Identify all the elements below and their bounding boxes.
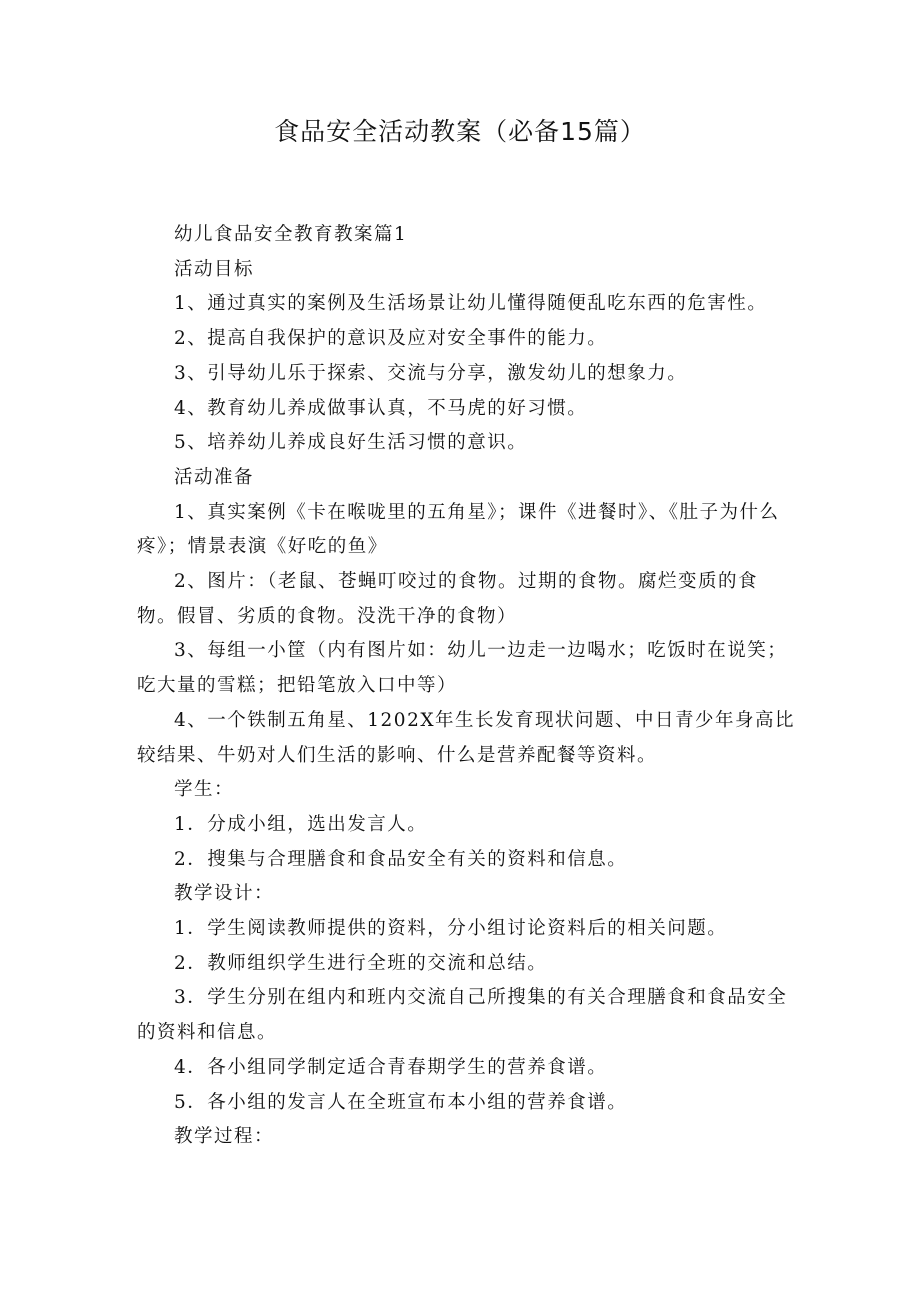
document-title: 食品安全活动教案（必备15篇）	[274, 117, 646, 146]
goal-item-3: 3、引导幼儿乐于探索、交流与分享，激发幼儿的想象力。	[174, 362, 688, 384]
design-item-5: 5．各小组的发言人在全班宣布本小组的营养食谱。	[174, 1091, 628, 1113]
section-heading: 幼儿食品安全教育教案篇1	[174, 224, 408, 245]
preparation-item-3: 3、每组一小筐（内有图片如：幼儿一边走一边喝水；吃饭时在说笑；吃大量的雪糕；把铅笔放入口中等）	[137, 640, 788, 697]
goal-item-2: 2、提高自我保护的意识及应对安全事件的能力。	[174, 328, 608, 350]
goal-item-4: 4、教育幼儿养成做事认真，不马虎的好习惯。	[174, 397, 588, 419]
document-body	[137, 218, 797, 1155]
design-item-4: 4．各小组同学制定适合青春期学生的营养食谱。	[174, 1056, 608, 1078]
goal-item-5: 5、培养幼儿养成良好生活习惯的意识。	[174, 432, 528, 454]
subheading-teaching-design: 教学设计：	[174, 883, 275, 905]
design-item-2: 2．教师组织学生进行全班的交流和总结。	[174, 952, 548, 974]
student-item-2: 2．搜集与合理膳食和食品安全有关的资料和信息。	[174, 848, 628, 870]
subheading-students: 学生：	[174, 779, 235, 801]
design-item-1: 1．学生阅读教师提供的资料，分小组讨论资料后的相关问题。	[174, 918, 728, 940]
goal-item-1: 1、通过真实的案例及生活场景让幼儿懂得随便乱吃东西的危害性。	[174, 293, 768, 315]
design-item-3: 3．学生分别在组内和班内交流自己所搜集的有关合理膳食和食品安全的资料和信息。	[137, 987, 788, 1044]
subheading-activity-preparation: 活动准备	[174, 466, 255, 488]
preparation-item-1: 1、真实案例《卡在喉咙里的五角星》；课件《进餐时》、《肚子为什么疼》；情景表演《好吃的鱼》	[137, 501, 780, 558]
student-item-1: 1．分成小组，选出发言人。	[174, 813, 428, 835]
preparation-item-2: 2、图片：（老鼠、苍蝇叮咬过的食物。过期的食物。腐烂变质的食物。假冒、劣质的食物。没洗干净的食物）	[137, 571, 759, 627]
subheading-activity-goals: 活动目标	[174, 258, 255, 280]
subheading-teaching-process: 教学过程：	[174, 1126, 275, 1148]
preparation-item-4: 4、一个铁制五角星、1202X年生长发育现状问题、中日青少年身高比较结果、牛奶对人们生活的影响、什么是营养配餐等资料。	[137, 709, 796, 766]
